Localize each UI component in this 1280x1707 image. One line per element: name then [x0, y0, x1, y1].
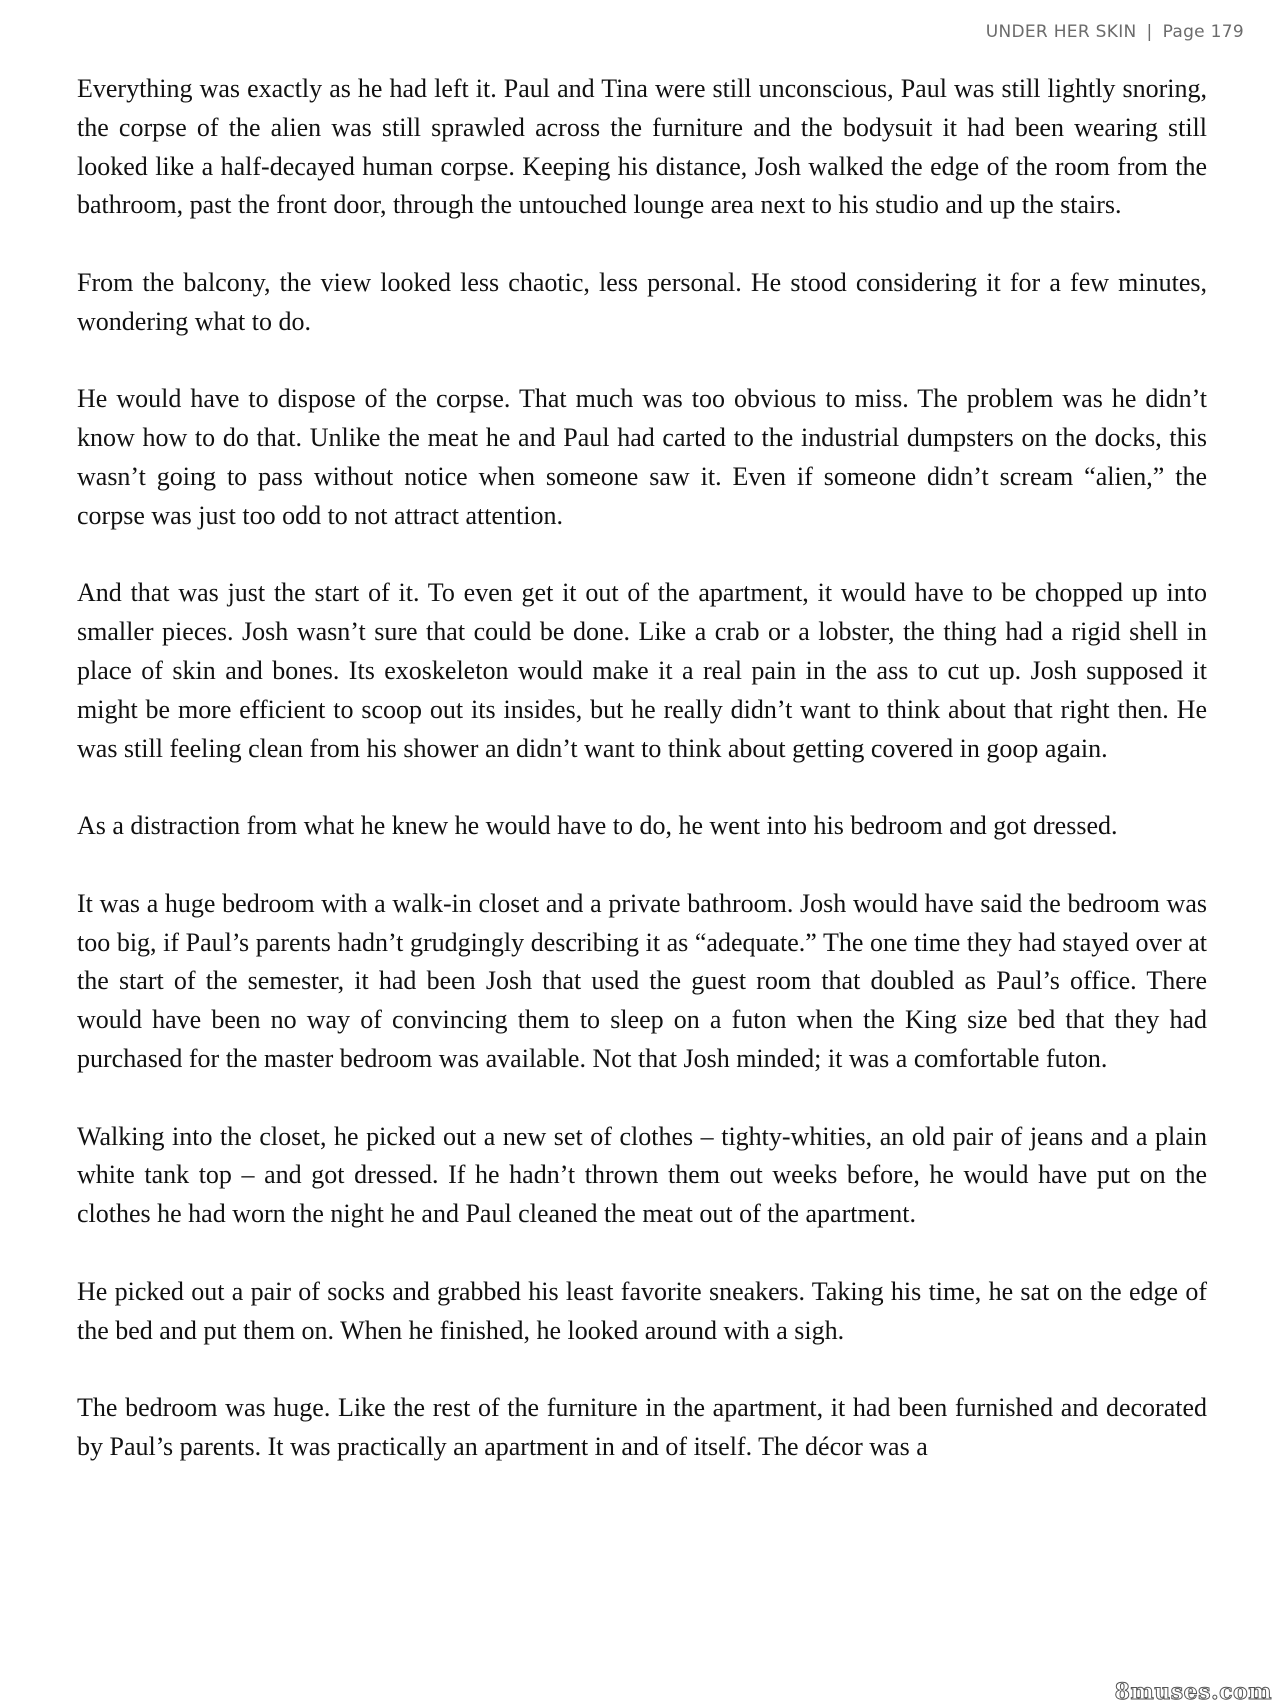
book-title: UNDER HER SKIN: [985, 22, 1137, 42]
body-text: [77, 70, 1207, 1505]
paragraph: From the balcony, the view looked less chaotic, less personal. He stood considering it for a few minutes, wondering what to do.: [77, 267, 1207, 336]
paragraph: Everything was exactly as he had left it. Paul and Tina were still unconscious, Paul was still lightly snoring, the corpse of the alien was still sprawled across the furniture and the bodysuit it had been wearing still looked like a half-decayed human corpse. Keeping his distance, Josh walked the edge of the room from the bathroom, past the front door, through the untouched lounge area next to his studio and up the stairs.: [77, 74, 1207, 220]
page-number: Page 179: [1162, 22, 1244, 42]
running-header: [986, 22, 1244, 42]
paragraph: As a distraction from what he knew he would have to do, he went into his bedroom and got dressed.: [77, 811, 1118, 841]
site-watermark: 8muses.com: [1114, 1679, 1272, 1705]
paragraph: Walking into the closet, he picked out a new set of clothes – tighty-whities, an old pair of jeans and a plain white tank top – and got dressed. If he hadn’t thrown them out weeks before, he would have put on the clothes he had worn the night he and Paul cleaned the meat out of the apartment.: [77, 1121, 1207, 1229]
paragraph: He picked out a pair of socks and grabbed his least favorite sneakers. Taking his time, he sat on the edge of the bed and put them on. When he finished, he looked around with a sigh.: [77, 1276, 1207, 1345]
paragraph: He would have to dispose of the corpse. That much was too obvious to miss. The problem was he didn’t know how to do that. Unlike the meat he and Paul had carted to the industrial dumpsters on the docks, this wasn’t going to pass without notice when someone saw it. Even if someone didn’t scream “alien,” the corpse was just too odd to not attract attention.: [77, 384, 1207, 530]
paragraph: And that was just the start of it. To even get it out of the apartment, it would have to be chopped up into smaller pieces. Josh wasn’t sure that could be done. Like a crab or a lobster, the thing had a rigid shell in place of skin and bones. Its exoskeleton would make it a real pain in the ass to cut up. Josh supposed it might be more efficient to scoop out its insides, but he really didn’t want to think about that right then. He was still feeling clean from his shower an didn’t want to think about getting covered in goop again.: [77, 578, 1207, 763]
header-separator: |: [1146, 22, 1153, 42]
paragraph: It was a huge bedroom with a walk-in closet and a private bathroom. Josh would have said the bedroom was too big, if Paul’s parents hadn’t grudgingly describing it as “adequate.” The one time they had stayed over at the start of the semester, it had been Josh that used the guest room that doubled as Paul’s office. There would have been no way of convincing them to sleep on a futon when the King size bed that they had purchased for the master bedroom was available. Not that Josh minded; it was a comfortable futon.: [77, 888, 1207, 1073]
paragraph: The bedroom was huge. Like the rest of the furniture in the apartment, it had been furnished and decorated by Paul’s parents. It was practically an apartment in and of itself. The décor was a: [77, 1393, 1207, 1461]
